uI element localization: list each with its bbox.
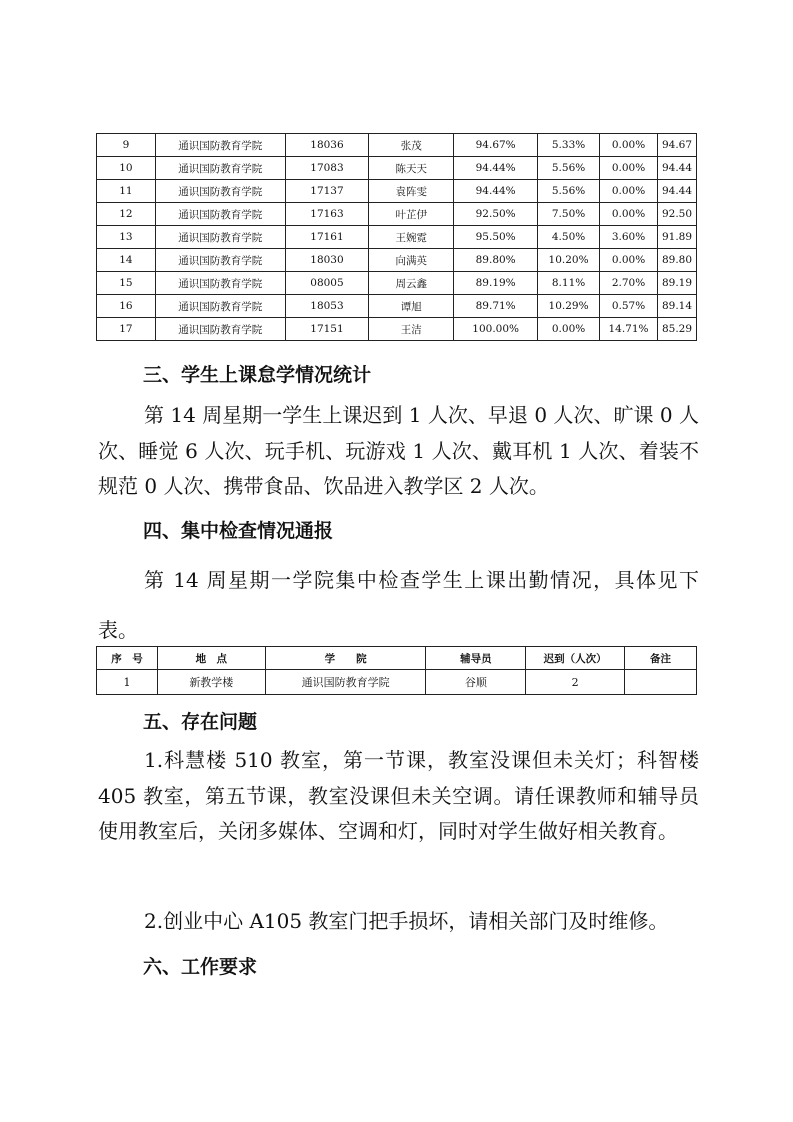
table-cell: 94.44% — [454, 180, 538, 203]
table-row — [97, 318, 697, 341]
table-row — [97, 295, 697, 318]
table-cell: 94.67 — [657, 134, 696, 157]
table-cell: 通识国防教育学院 — [155, 226, 285, 249]
issue-item-1: 1.科慧楼 510 教室，第一节课，教室没课但未关灯；科智楼 405 教室，第五节课，教室没课但未关空调。请任课教师和辅导员使用教室后，关闭多媒体、空调和灯，同时对学生做好相关教育。 — [98, 748, 699, 843]
section-4-body: 第 14 周星期一学院集中检查学生上课出勤情况，具体见下表。 — [98, 568, 699, 642]
table-row — [97, 134, 697, 157]
table-cell: 100.00% — [454, 318, 538, 341]
table-cell: 89.14 — [657, 295, 696, 318]
table-cell: 14 — [97, 249, 156, 272]
column-header: 备注 — [625, 647, 697, 670]
table-cell: 通识国防教育学院 — [155, 134, 285, 157]
attendance-ranking-table — [96, 133, 697, 341]
table-row — [97, 157, 697, 180]
table-cell: 18053 — [285, 295, 369, 318]
table-row — [97, 203, 697, 226]
table-cell — [625, 670, 697, 695]
table-cell: 18030 — [285, 249, 369, 272]
table-cell: 89.80% — [454, 249, 538, 272]
column-header: 地 点 — [157, 647, 265, 670]
table-cell: 10 — [97, 157, 156, 180]
table-cell: 2 — [526, 670, 625, 695]
column-header: 学 院 — [265, 647, 426, 670]
table-cell: 8.11% — [538, 272, 600, 295]
table-cell: 94.44 — [657, 157, 696, 180]
column-header: 序 号 — [97, 647, 158, 670]
table-cell: 17083 — [285, 157, 369, 180]
table-cell: 95.50% — [454, 226, 538, 249]
inspection-table-header — [97, 647, 697, 670]
table-cell: 0.00% — [600, 180, 658, 203]
table-cell: 17151 — [285, 318, 369, 341]
table-cell: 91.89 — [657, 226, 696, 249]
section-4-heading: 四、集中检查情况通报 — [143, 520, 334, 542]
table-cell: 0.00% — [600, 203, 658, 226]
column-header: 迟到（人次） — [526, 647, 625, 670]
table-cell: 0.57% — [600, 295, 658, 318]
table-cell: 14.71% — [600, 318, 658, 341]
table-cell: 周云鑫 — [369, 272, 454, 295]
table-cell: 通识国防教育学院 — [155, 318, 285, 341]
table-cell: 新教学楼 — [157, 670, 265, 695]
table-cell: 94.44% — [454, 157, 538, 180]
issue-item-2: 2.创业中心 A105 教室门把手损坏，请相关部门及时维修。 — [144, 909, 669, 933]
table-cell: 7.50% — [538, 203, 600, 226]
table-cell: 94.44 — [657, 180, 696, 203]
table-cell: 89.19 — [657, 272, 696, 295]
table-cell: 89.80 — [657, 249, 696, 272]
table-cell: 1 — [97, 670, 158, 695]
ranking-table-body — [97, 134, 697, 341]
table-cell: 0.00% — [600, 249, 658, 272]
section-3-heading: 三、学生上课怠学情况统计 — [143, 364, 372, 386]
table-cell: 9 — [97, 134, 156, 157]
section-6-heading: 六、工作要求 — [143, 956, 258, 978]
table-cell: 王婉霓 — [369, 226, 454, 249]
table-cell: 10.20% — [538, 249, 600, 272]
table-cell: 15 — [97, 272, 156, 295]
table-cell: 张茂 — [369, 134, 454, 157]
table-cell: 89.19% — [454, 272, 538, 295]
table-row — [97, 180, 697, 203]
table-cell: 94.67% — [454, 134, 538, 157]
table-cell: 通识国防教育学院 — [155, 249, 285, 272]
table-cell: 通识国防教育学院 — [155, 272, 285, 295]
table-cell: 92.50% — [454, 203, 538, 226]
table-cell: 10.29% — [538, 295, 600, 318]
table-cell: 17161 — [285, 226, 369, 249]
table-cell: 王洁 — [369, 318, 454, 341]
inspection-table — [96, 646, 697, 695]
table-cell: 18036 — [285, 134, 369, 157]
table-cell: 3.60% — [600, 226, 658, 249]
table-row — [97, 249, 697, 272]
table-row — [97, 670, 697, 695]
table-cell: 17137 — [285, 180, 369, 203]
table-cell: 通识国防教育学院 — [155, 203, 285, 226]
inspection-table-body — [97, 670, 697, 695]
column-header: 辅导员 — [426, 647, 526, 670]
table-cell: 16 — [97, 295, 156, 318]
table-cell: 17 — [97, 318, 156, 341]
table-cell: 08005 — [285, 272, 369, 295]
table-row — [97, 272, 697, 295]
table-cell: 通识国防教育学院 — [155, 157, 285, 180]
table-cell: 5.33% — [538, 134, 600, 157]
table-cell: 85.29 — [657, 318, 696, 341]
table-cell: 2.70% — [600, 272, 658, 295]
table-row — [97, 226, 697, 249]
section-5-heading: 五、存在问题 — [143, 711, 258, 733]
table-cell: 5.56% — [538, 157, 600, 180]
table-cell: 92.50 — [657, 203, 696, 226]
table-cell: 17163 — [285, 203, 369, 226]
table-cell: 向满英 — [369, 249, 454, 272]
table-cell: 5.56% — [538, 180, 600, 203]
table-cell: 12 — [97, 203, 156, 226]
table-cell: 0.00% — [600, 157, 658, 180]
table-cell: 13 — [97, 226, 156, 249]
section-3-body: 第 14 周星期一学生上课迟到 1 人次、早退 0 人次、旷课 0 人次、睡觉 6 人次、玩手机、玩游戏 1 人次、戴耳机 1 人次、着装不规范 0 人次、携带食品、饮品进入教学区 2 人次。 — [98, 403, 699, 498]
table-cell: 谷顺 — [426, 670, 526, 695]
table-cell: 4.50% — [538, 226, 600, 249]
table-cell: 0.00% — [538, 318, 600, 341]
table-cell: 叶芷伊 — [369, 203, 454, 226]
table-cell: 89.71% — [454, 295, 538, 318]
table-cell: 11 — [97, 180, 156, 203]
table-cell: 通识国防教育学院 — [265, 670, 426, 695]
table-cell: 通识国防教育学院 — [155, 180, 285, 203]
table-cell: 0.00% — [600, 134, 658, 157]
table-cell: 通识国防教育学院 — [155, 295, 285, 318]
table-cell: 袁阵雯 — [369, 180, 454, 203]
table-cell: 谭旭 — [369, 295, 454, 318]
table-cell: 陈天天 — [369, 157, 454, 180]
